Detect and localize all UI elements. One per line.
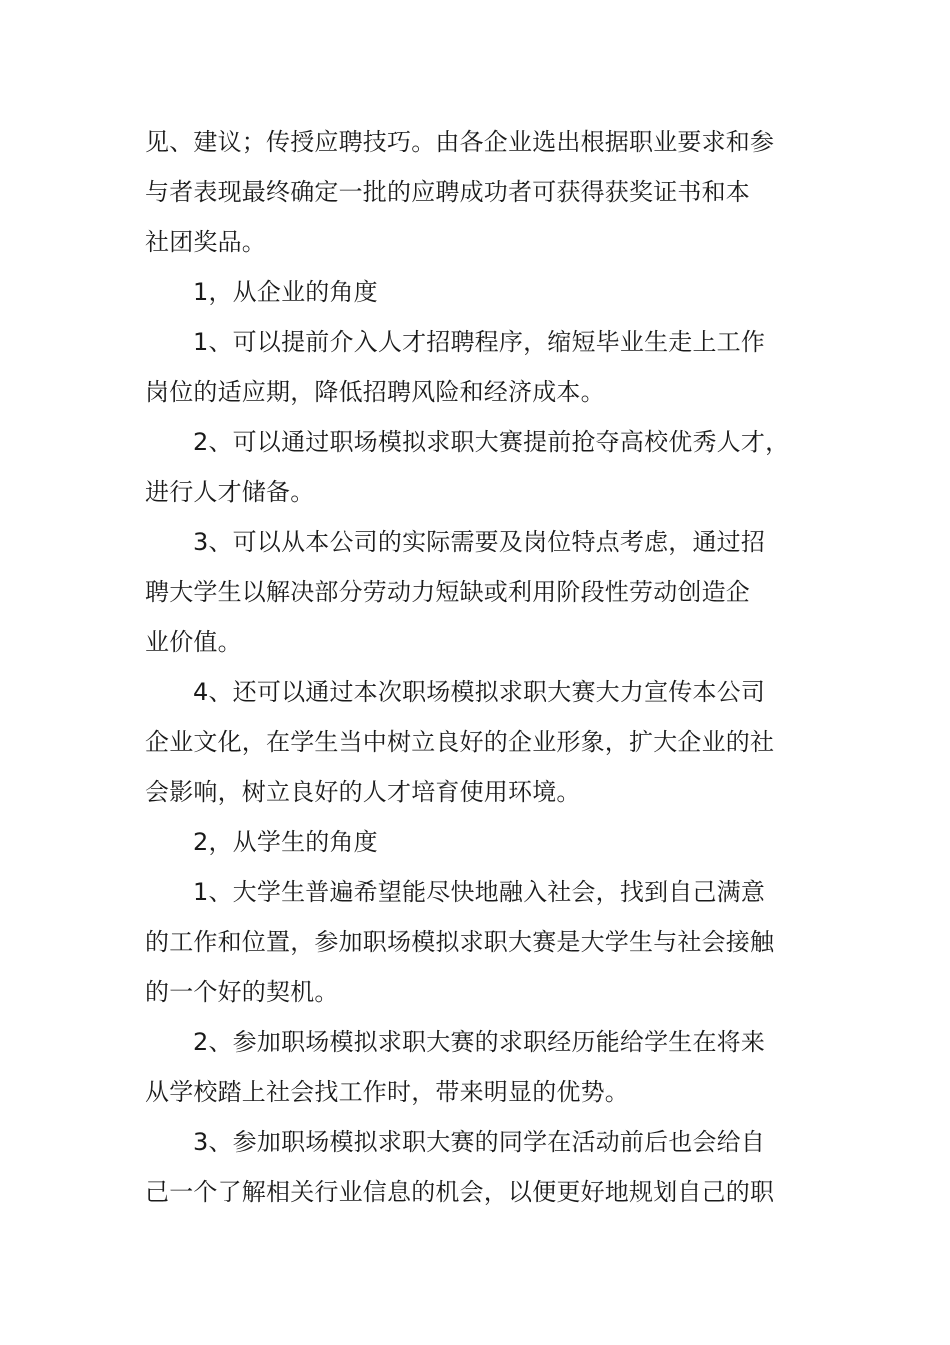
text-line: 进行人才储备。 — [145, 478, 315, 506]
text-line: 聘大学生以解决部分劳动力短缺或利用阶段性劳动创造企 — [145, 578, 750, 606]
text-line: 己一个了解相关行业信息的机会，以便更好地规划自己的职 — [145, 1178, 775, 1206]
text-line: 见、建议；传授应聘技巧。由各企业选出根据职业要求和参 — [145, 128, 775, 156]
text-line: 会影响，树立良好的人才培育使用环境。 — [145, 778, 581, 806]
text-line: 1、可以提前介入人才招聘程序，缩短毕业生走上工作 — [193, 328, 766, 356]
text-line: 社团奖品。 — [145, 228, 266, 256]
section-heading: 2，从学生的角度 — [193, 828, 378, 856]
text-line: 从学校踏上社会找工作时，带来明显的优势。 — [145, 1078, 629, 1106]
text-line: 2、参加职场模拟求职大赛的求职经历能给学生在将来 — [193, 1028, 766, 1056]
text-line: 的一个好的契机。 — [145, 978, 339, 1006]
text-line: 4、还可以通过本次职场模拟求职大赛大力宣传本公司 — [193, 678, 766, 706]
text-line: 岗位的适应期，降低招聘风险和经济成本。 — [145, 378, 605, 406]
text-line: 企业文化，在学生当中树立良好的企业形象，扩大企业的社 — [145, 728, 775, 756]
text-line: 3、可以从本公司的实际需要及岗位特点考虑，通过招 — [193, 528, 766, 556]
text-line: 3、参加职场模拟求职大赛的同学在活动前后也会给自 — [193, 1128, 766, 1156]
text-line: 1、大学生普遍希望能尽快地融入社会，找到自己满意 — [193, 878, 766, 906]
section-heading: 1，从企业的角度 — [193, 278, 378, 306]
text-line: 业价值。 — [145, 628, 242, 656]
text-line: 2、可以通过职场模拟求职大赛提前抢夺高校优秀人才， — [193, 428, 790, 456]
text-line: 的工作和位置，参加职场模拟求职大赛是大学生与社会接触 — [145, 928, 775, 956]
text-line: 与者表现最终确定一批的应聘成功者可获得获奖证书和本 — [145, 178, 750, 206]
